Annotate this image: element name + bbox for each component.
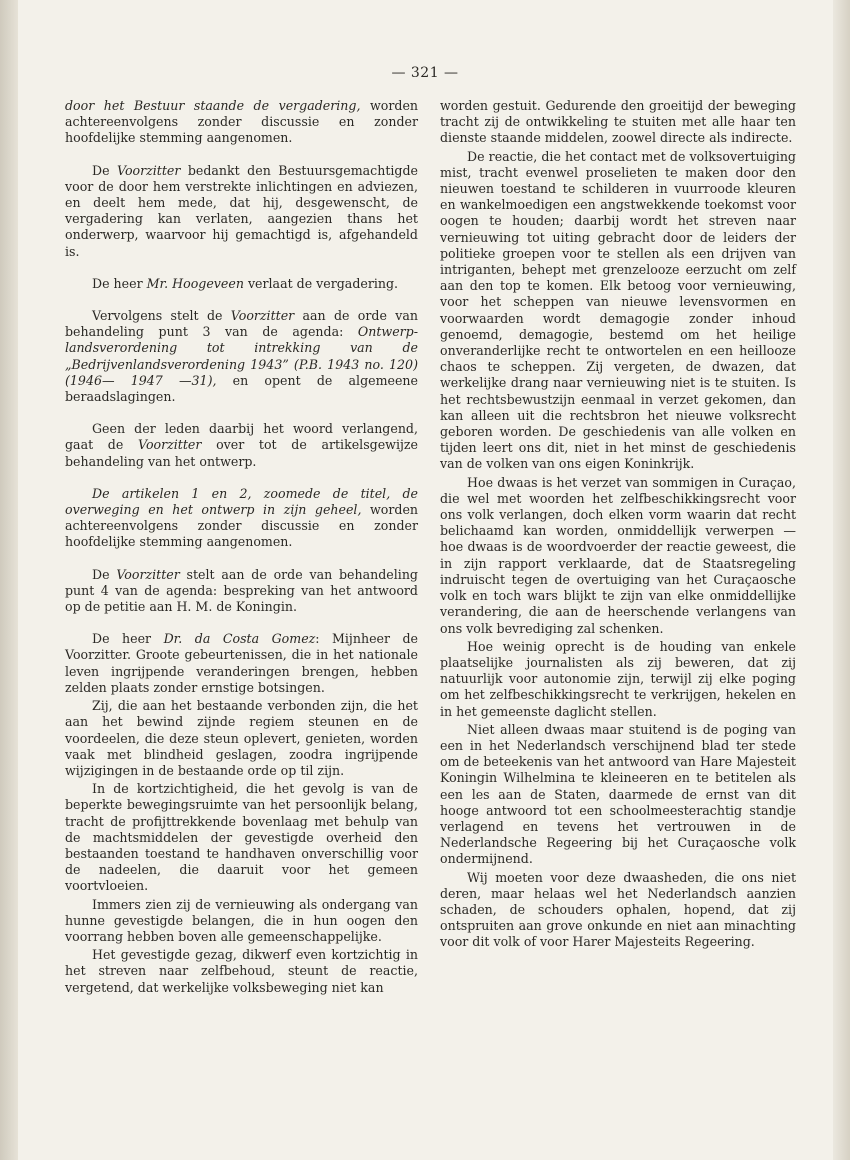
scan-edge-right bbox=[833, 0, 850, 1160]
paragraph: Hoe dwaas is het verzet van sommigen in Curaçao, die wel met woorden het zelfbeschikkingsrecht voor ons volk verlangen, doch elken vorm waarin dat recht belichaamd kan worden, onmiddellijk verwerpen — hoe dwaas is de woordvoerder der reactie geweest, die in zijn rapport verklaarde, dat de Staatsregeling indruischt tegen de overtuiging van het Curaçaosche volk en toch wars blijkt te zijn van elke onmiddellijke verandering, die aan de heerschende verlangens van ons volk bevrediging zal schenken. bbox=[440, 474, 796, 636]
paragraph: De reactie, die het contact met de volksovertuiging mist, tracht evenwel proselieten te maken door den nieuwen toestand te schilderen in vuurroode kleuren en wankelmoedigen een angstwekkende toekomst voor oogen te houden; daarbij wordt het streven naar vernieuwing tot uiting gebracht door de leiders der politieke groepen voor te stellen als een drijven van intriganten, behept met grenzelooze eerzucht om zelf aan den top te komen. Elk betoog voor vernieuwing, voor het scheppen van nieuwe levensvormen en voorwaarden wordt demagogie zonder inhoud genoemd, demagogie, bestemd om het heilige onveranderlijke recht te ontwortelen en een heillooze chaos te scheppen. Zij vergeten, de dwazen, dat werkelijke drang naar vernieuwing niet is te stuiten. Is het rechtsbewustzijn eenmaal in verzet gekomen, dan kan alleen uit die rechtsbron het nieuwe volksrecht geboren worden. De geschiedenis van alle volken en tijden leert ons dit, niet in het minst de geschiedenis van de volken van ons eigen Koninkrijk. bbox=[440, 148, 796, 472]
paragraph: Immers zien zij de vernieuwing als ondergang van hunne gevestigde belangen, die in hun oogen den voorrang hebben boven alle gemeenschappelijke. bbox=[65, 896, 418, 944]
page-number: — 321 — bbox=[391, 65, 459, 81]
paragraph: De heer Dr. da Costa Gomez: Mijnheer de Voorzitter. Groote gebeurtenissen, die in het nationale leven ingrijpende veranderingen brengen, hebben zelden plaats zonder ernstige botsingen. bbox=[65, 631, 418, 695]
paragraph: Geen der leden daarbij het woord verlangend, gaat de Voorzitter over tot de artikelsgewijze behandeling van het ontwerp. bbox=[65, 421, 418, 469]
paragraph: In de kortzichtigheid, die het gevolg is van de beperkte bewegingsruimte van het persoonlijk belang, tracht de profijttrekkende bovenlaag met behulp van de machtsmiddelen der gevestigde overheid den bestaanden toestand te handhaven onverschillig voor de nadeelen, die daaruit voor het gemeen voortvloeien. bbox=[65, 781, 418, 894]
left-column bbox=[65, 98, 418, 996]
paragraph: Hoe weinig oprecht is de houding van enkele plaatselijke journalisten als zij beweren, dat zij natuurlijk voor autonomie zijn, terwijl zij elke poging om het zelfbeschikkingsrecht te verkrijgen, hekelen en in het gemeenste daglicht stellen. bbox=[440, 638, 796, 719]
paragraph: door het Bestuur staande de vergadering, worden achtereenvolgens zonder discussie en zonder hoofdelijke stemming aangenomen. bbox=[65, 98, 419, 146]
paragraph: De heer Mr. Hoogeveen verlaat de vergadering. bbox=[92, 275, 399, 291]
paragraph: De Voorzitter stelt aan de orde van behandeling punt 4 van de agenda: bespreking van het antwoord op de petitie aan H. M. de Koningin. bbox=[65, 566, 418, 615]
paragraph: De Voorzitter bedankt den Bestuursgemachtigde voor de door hem verstrekte inlichtingen en adviezen, en deelt hem mede, dat hij, desgewenscht, de vergadering kan verlaten, aangezien thans het onderwerp, waarvoor hij gemachtigd is, afgehandeld is. bbox=[65, 162, 418, 259]
paragraph: Vervolgens stelt de Voorzitter aan de orde van behandeling punt 3 van de agenda: Ontwerp-landsverordening tot intrekking van de „Bedrijvenlandsverordening 1943” (P.B. 1943 no. 120) (1946— 1947 —31), en opent de algemeene beraadslagingen. bbox=[65, 308, 418, 405]
paragraph: worden gestuit. Gedurende den groeitijd der beweging tracht zij de ontwikkeling te stuiten met alle haar ten dienste staande middelen, zoowel directe als indirecte. bbox=[440, 98, 796, 146]
paragraph: Het gevestigde gezag, dikwerf even kortzichtig in het streven naar zelfbehoud, steunt de reactie, vergetend, dat werkelijke volksbeweging niet kan bbox=[65, 947, 418, 995]
scan-edge-left bbox=[0, 0, 18, 1160]
paragraph: Wij moeten voor deze dwaasheden, die ons niet deren, maar helaas wel het Nederlandsch aanzien schaden, de schouders ophalen, hopend, dat zij ontspruiten aan grove onkunde en niet aan minachting voor dit volk of voor Harer Majesteits Regeering. bbox=[440, 869, 796, 950]
paragraph: Zij, die aan het bestaande verbonden zijn, die het aan het bewind zijnde regiem steunen en de voordeelen, die deze steun oplevert, genieten, worden vaak met blindheid geslagen, zoodra ingrijpende wijzigingen in de bestaande orde op til zijn. bbox=[65, 698, 418, 778]
right-column bbox=[440, 98, 796, 951]
paragraph: Niet alleen dwaas maar stuitend is de poging van een in het Nederlandsch verschijnend blad ter stede om de beteekenis van het antwoord van Hare Majesteit Koningin Wilhelmina te kleineeren en te betitelen als een les aan de Staten, daarmede de ernst van dit hooge antwoord tot een schoolmeesterachtig standje verlagend en tevens het vertrouwen in de Nederlandsche Regeering bij het Curaçaosche volk ondermijnend. bbox=[440, 721, 796, 867]
paragraph: De artikelen 1 en 2, zoomede de titel, de overweging en het ontwerp in zijn geheel, worden achtereenvolgens zonder discussie en zonder hoofdelijke stemming aangenomen. bbox=[65, 485, 419, 550]
